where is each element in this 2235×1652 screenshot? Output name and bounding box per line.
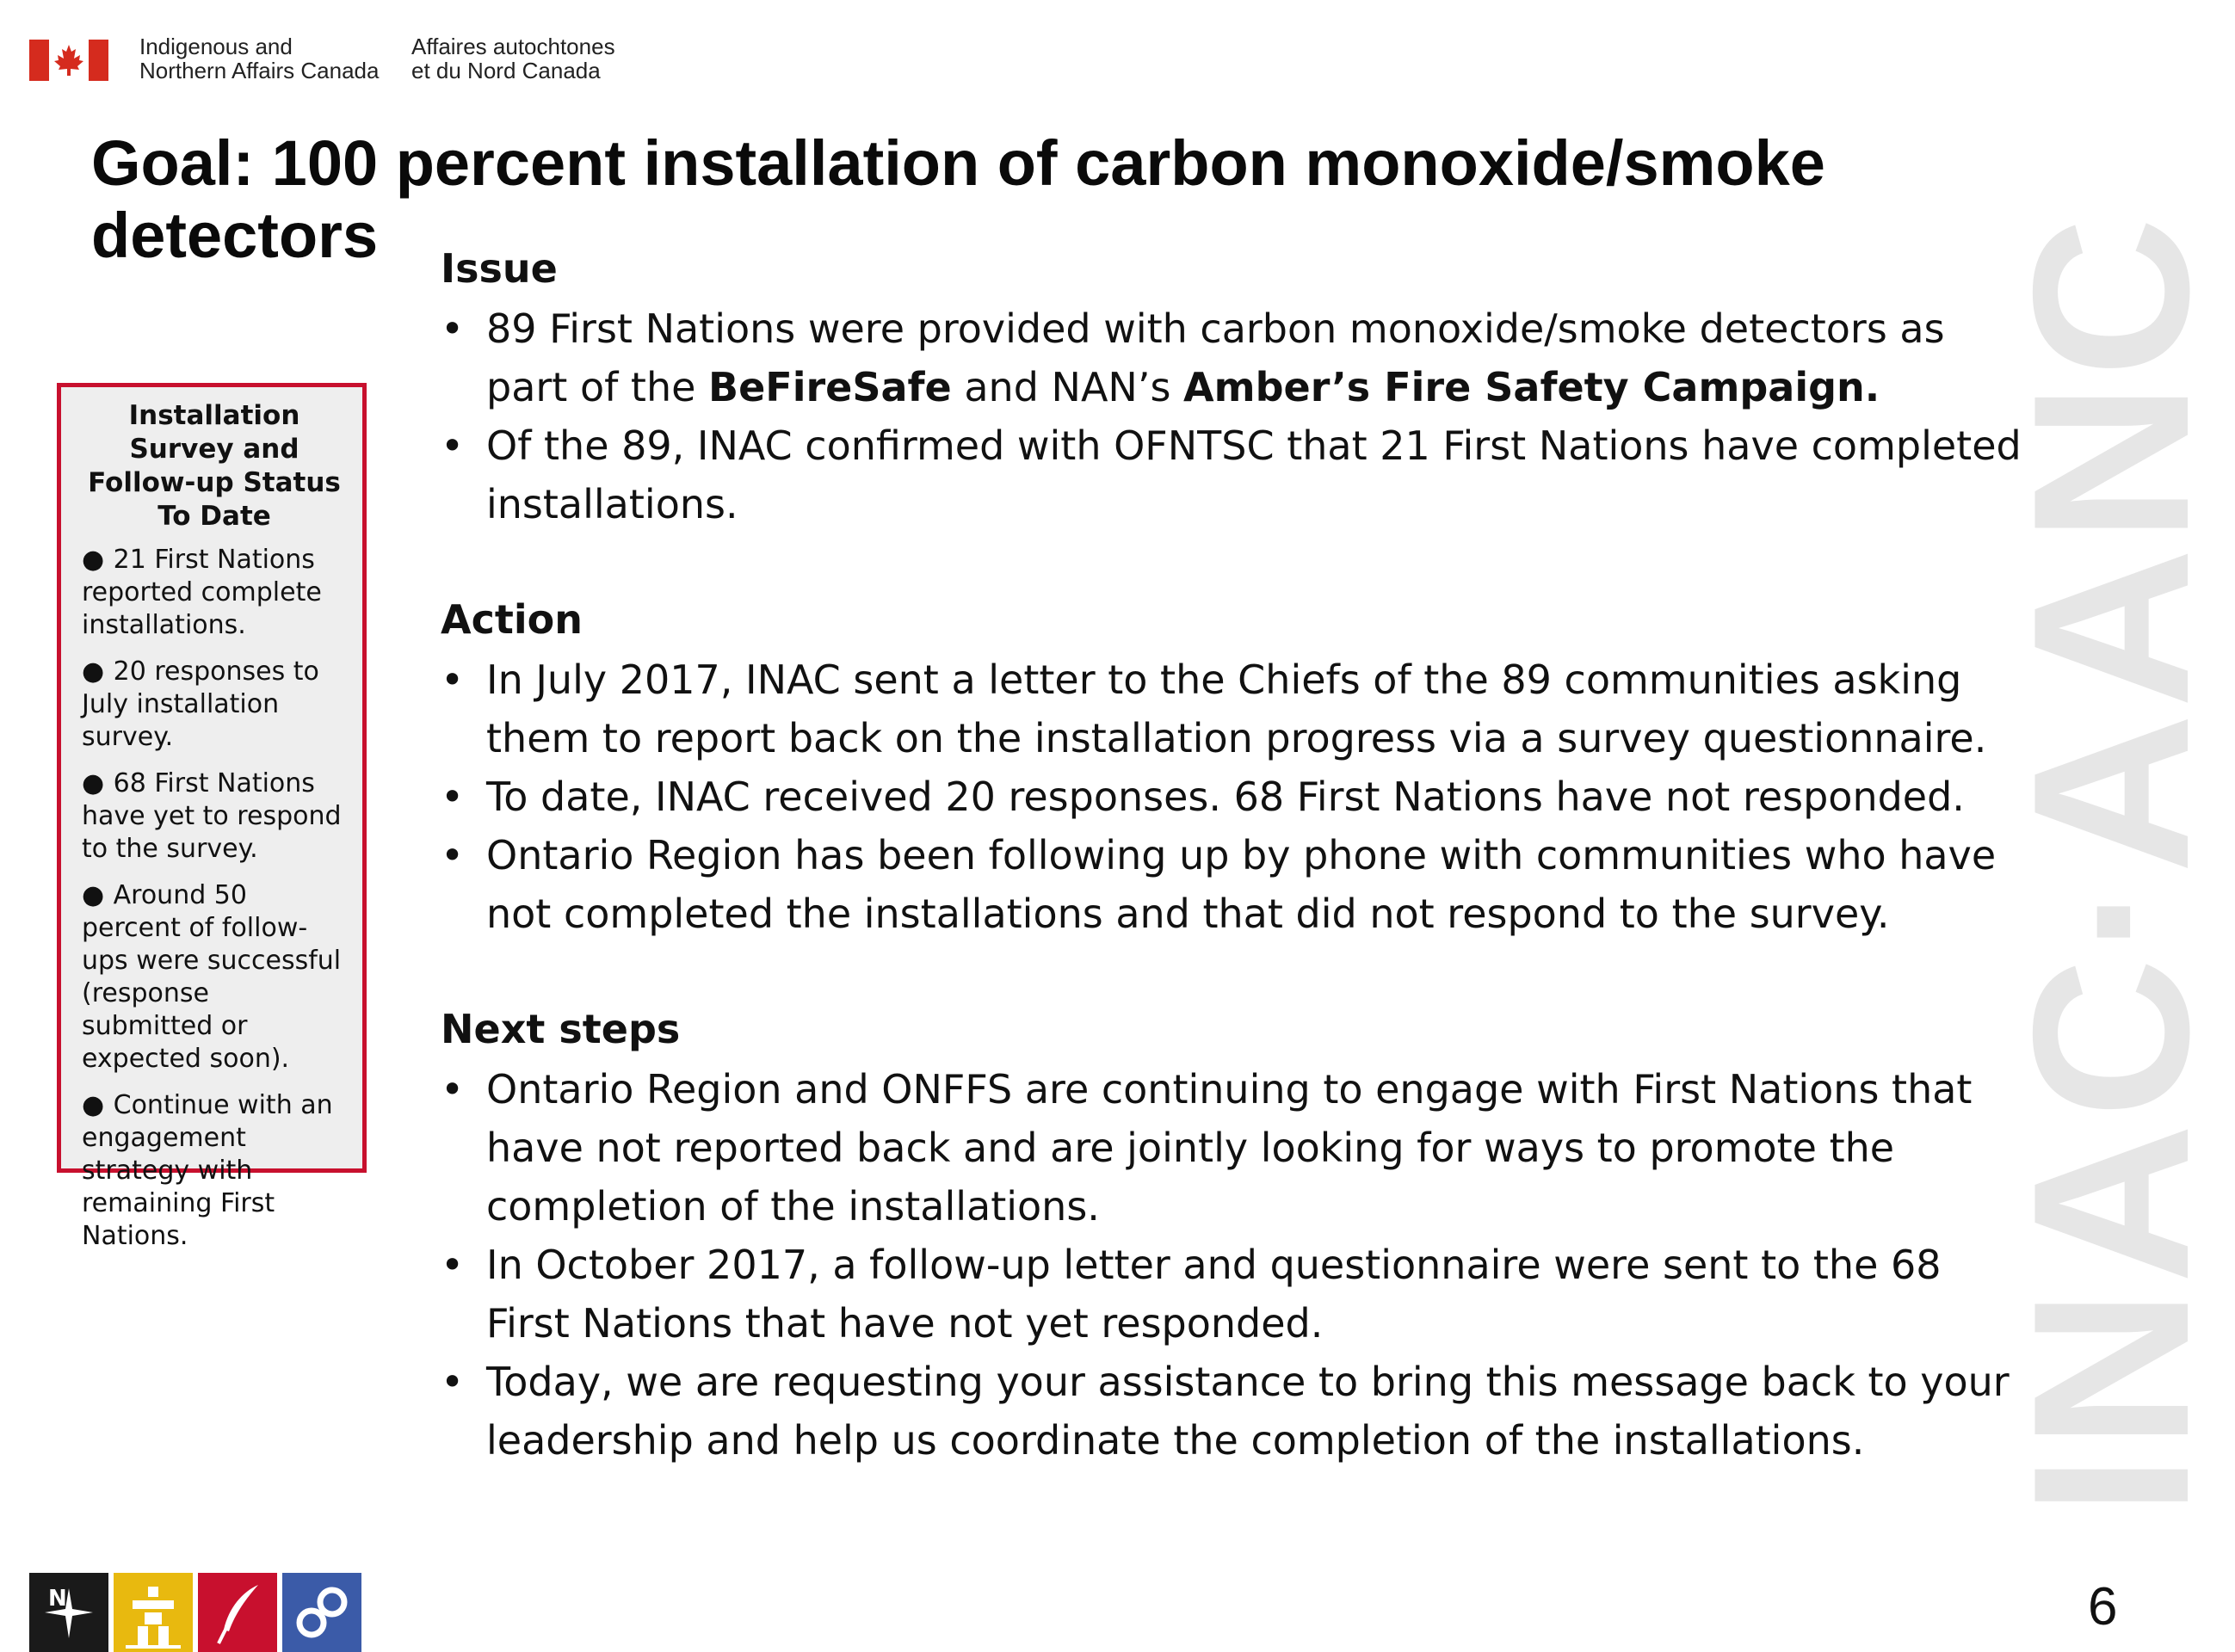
inuksuk-icon xyxy=(114,1573,193,1652)
list-item: • To date, INAC received 20 responses. 68 First Nations have not responded. xyxy=(441,767,2024,826)
sidebar-item: ● Continue with an engagement strategy with remaining First Nations. xyxy=(82,1090,333,1251)
first-nations-compass-icon xyxy=(29,1573,108,1652)
svg-text:N: N xyxy=(48,1586,67,1612)
status-sidebar-box xyxy=(57,383,367,1251)
list-item: • Ontario Region has been following up by phone with communities who have not completed the installations and that did not respond to the survey. xyxy=(441,826,2024,943)
bullet-icon: ● xyxy=(82,656,114,687)
action-list xyxy=(441,650,2024,943)
issue-heading: Issue xyxy=(441,245,558,292)
slide-title: Goal: 100 percent installation of carbon monoxide/smoke detectors xyxy=(91,127,1825,271)
sidebar-title: Installation Survey and Follow-up Status To Date xyxy=(88,400,341,532)
action-heading: Action xyxy=(441,596,583,643)
bullet-icon: ● xyxy=(82,880,114,910)
page-number: 6 xyxy=(2088,1577,2118,1637)
feather-icon xyxy=(198,1573,277,1652)
next-steps-heading: Next steps xyxy=(441,1006,681,1052)
list-item: • In July 2017, INAC sent a letter to the Chiefs of the 89 communities asking them to report back on the installation progress via a survey questionnaire. xyxy=(441,650,2024,767)
department-name-english: Indigenous and Northern Affairs Canada xyxy=(139,34,380,83)
canada-flag-icon xyxy=(29,40,108,81)
bullet-icon: ● xyxy=(82,1090,114,1120)
next-steps-list xyxy=(441,1060,2024,1470)
list-item: • In October 2017, a follow-up letter and questionnaire were sent to the 68 First Nations that have not yet responded. xyxy=(441,1236,2024,1353)
issue-list xyxy=(441,299,2024,533)
list-item: • Ontario Region and ONFFS are continuing to engage with First Nations that have not reported back and are jointly looking for ways to promote the completion of the installations. xyxy=(441,1060,2024,1236)
list-item: • Of the 89, INAC confirmed with OFNTSC that 21 First Nations have completed installations. xyxy=(441,416,2024,533)
sidebar-item: ● 21 First Nations reported complete installations. xyxy=(82,545,322,640)
inac-aanc-watermark: INAC·AANC xyxy=(1986,212,2235,1516)
bullet-icon: ● xyxy=(82,545,114,575)
sidebar-item: ● Around 50 percent of follow-ups were successful (response submitted or expected soon). xyxy=(82,880,342,1074)
bullet-icon: ● xyxy=(82,768,114,798)
sidebar-item: ● 68 First Nations have yet to respond to the survey. xyxy=(82,768,342,864)
main-content xyxy=(441,241,2024,1470)
infinity-icon xyxy=(282,1573,361,1652)
department-name-french: Affaires autochtones et du Nord Canada xyxy=(411,34,615,83)
sidebar-item: ● 20 responses to July installation survey. xyxy=(82,656,319,752)
list-item: • Today, we are requesting your assistance to bring this message back to your leadership and help us coordinate the completion of the installations. xyxy=(441,1353,2024,1470)
list-item: • 89 First Nations were provided with carbon monoxide/smoke detectors as part of the BeFireSafe and NAN’s Amber’s Fire Safety Campaign. xyxy=(441,299,2024,416)
